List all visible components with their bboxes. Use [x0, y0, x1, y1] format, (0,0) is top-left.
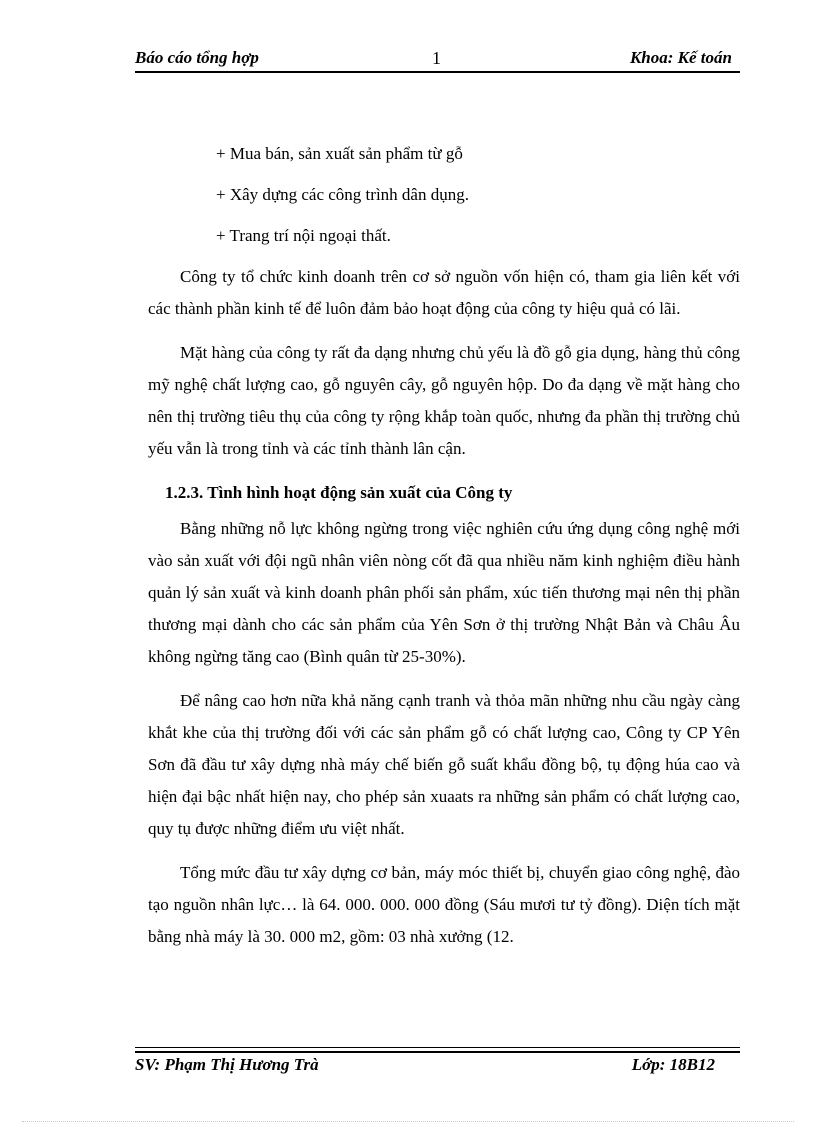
paragraph: Mặt hàng của công ty rất đa dạng nhưng chủ yếu là đồ gỗ gia dụng, hàng thủ công mỹ nghệ chất lượng cao, gỗ nguyên cây, gỗ nguyên hộp. Do đa dạng về mặt hàng cho nên thị trường tiêu thụ của công ty rộng khắp toàn quốc, nhưng đa phần thị trường chủ yếu vẫn là trong tỉnh và các tỉnh thành lân cận.	[148, 343, 740, 458]
paragraph: Công ty tổ chức kinh doanh trên cơ sở nguồn vốn hiện có, tham gia liên kết với các thành phần kinh tế để luôn đảm bảo hoạt động của công ty hiệu quả có lãi.	[148, 267, 740, 318]
bullet-item: + Trang trí nội ngoại thất.	[216, 226, 391, 245]
page-footer	[135, 1055, 740, 1079]
paragraph: Bằng những nỗ lực không ngừng trong việc nghiên cứu ứng dụng công nghệ mới vào sản xuất với đội ngũ nhân viên nòng cốt đã qua nhiều năm kinh nghiệm điều hành quản lý sản xuất và kinh doanh phân phối sản phẩm, xúc tiến thương mại nên thị phần thương mại dành cho các sản phẩm của Yên Sơn ở thị trường Nhật Bản và Châu Âu không ngừng tăng cao (Bình quân từ 25-30%).	[148, 519, 740, 666]
footer-rule-thin	[135, 1047, 740, 1048]
bullet-item: + Mua bán, sản xuất sản phẩm từ gỗ	[216, 144, 463, 163]
paragraph: Tổng mức đầu tư xây dựng cơ bản, máy móc thiết bị, chuyển giao công nghệ, đào tạo nguồn nhân lực… là 64. 000. 000. 000 đồng (Sáu mươi tư tỷ đồng). Diện tích mặt bằng nhà máy là 30. 000 m2, gồm: 03 nhà xưởng (12.	[148, 863, 740, 946]
section-heading: 1.2.3. Tình hình hoạt động sản xuất của Công ty	[165, 483, 513, 502]
footer-rule-thick	[135, 1051, 740, 1053]
bullet-item: + Xây dựng các công trình dân dụng.	[216, 185, 469, 204]
paragraph: Để nâng cao hơn nữa khả năng cạnh tranh và thỏa mãn những nhu cầu ngày càng khắt khe của thị trường đối với các sản phẩm gỗ có chất lượng cao, Công ty CP Yên Sơn đã đầu tư xây dựng nhà máy chế biến gỗ suất khẩu đồng bộ, tụ động húa cao và hiện đại bậc nhất hiện nay, cho phép sản xuaats ra những sản phẩm có chất lượng cao, quy tụ được những điểm ưu việt nhất.	[148, 691, 740, 838]
header-report-title: Báo cáo tổng hợp	[135, 48, 259, 67]
footer-class: Lớp: 18B12	[631, 1055, 715, 1074]
page-number: 1	[432, 48, 441, 68]
document-body	[148, 138, 740, 965]
footer-student-name: SV: Phạm Thị Hương Trà	[135, 1055, 319, 1074]
header-rule	[135, 71, 740, 73]
page-edge	[22, 1121, 794, 1122]
page-header	[135, 48, 740, 72]
header-department: Khoa: Kế toán	[629, 48, 732, 67]
